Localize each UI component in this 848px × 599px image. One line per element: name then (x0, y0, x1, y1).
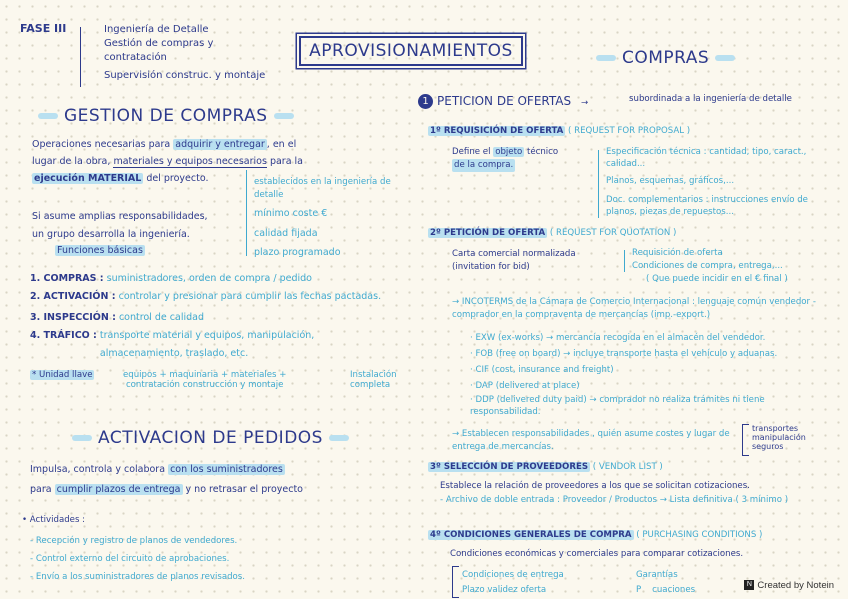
list-key: 4. TRÁFICO : (30, 330, 97, 341)
gestion-heading: GESTION DE COMPRAS (64, 106, 268, 126)
text: y no retrasar el proyecto (185, 484, 303, 495)
highlight: objeto (495, 147, 523, 157)
branch-4: plazo programado (254, 247, 341, 258)
coste-item: seguros (752, 442, 784, 451)
llave-result: Instalación completa (350, 370, 397, 390)
s4-item: Garantías (636, 570, 678, 580)
list-key: 1. COMPRAS : (30, 273, 104, 284)
s3-title-row (428, 462, 663, 472)
text: Si asume amplias responsabilidades, (32, 211, 208, 222)
watermark (744, 580, 834, 591)
list-value: transporte material y equipos, manipulación, almacenamiento, traslado, etc. (99, 330, 315, 359)
llave-text: equipos + maquinaria + materiales + contratación construcción y montaje (122, 370, 287, 390)
funciones-label (55, 245, 145, 256)
section-subtitle: ( PURCHASING CONDITIONS ) (636, 530, 763, 540)
branch-1: establecidos en la ingeniería de detalle (254, 177, 391, 200)
text: del proyecto. (146, 173, 209, 184)
watermark-text: Created by Notein (757, 580, 834, 591)
s4-item: Plazo validez oferta (462, 585, 547, 595)
s2-branch-line (624, 250, 625, 272)
s2-item: Condiciones de compra, entrega,... (632, 261, 783, 271)
term-item: · CIF (cost, insurance and freight) (470, 365, 614, 375)
section-title: 2º PETICIÓN DE OFERTA (430, 228, 546, 238)
s2-item: Requisición de oferta (632, 248, 723, 258)
text: un grupo desarrolla la ingeniería. (32, 229, 190, 240)
s3-lines (440, 479, 830, 507)
activacion-heading-wrap (66, 428, 355, 448)
text: técnico (526, 147, 559, 157)
s4-item: cuaciones (652, 585, 696, 595)
gestion-heading-wrap (32, 106, 300, 126)
phase-item: Ingeniería de Detalle (104, 24, 209, 35)
term-item: · EXW (ex-works) → mercancía recogida en el almacén del vendedor. (470, 333, 766, 343)
text: lugar de la obra, (32, 156, 111, 167)
s2-left (452, 248, 576, 274)
activity-item: - Envío a los suministradores de planos revisados. (30, 572, 246, 582)
section-subtitle: ( REQUEST FOR QUOTATION ) (549, 228, 677, 238)
coste-item: transportes (752, 424, 799, 433)
underlined: materiales y equipos necesarios (113, 156, 267, 167)
gestion-para2 (32, 208, 208, 244)
compras-heading: COMPRAS (622, 48, 710, 68)
activacion-heading: ACTIVACION DE PEDIDOS (98, 428, 323, 448)
s1-title-row (428, 126, 690, 136)
s2-items (632, 247, 788, 286)
terms-list (470, 330, 800, 418)
brace (452, 566, 459, 598)
actividades-list (30, 532, 245, 586)
phase-item: Gestión de compras y contratación (104, 38, 214, 63)
phase-label: FASE III (20, 22, 67, 35)
activacion-para (30, 460, 303, 500)
term-item: · DAP (delivered at place) (470, 381, 580, 391)
branch-2: mínimo coste € (254, 208, 328, 219)
branch-3: calidad fijada (254, 228, 318, 239)
s4-items-col2 (636, 568, 695, 598)
s4-title-row (428, 530, 762, 540)
notein-logo-icon: N (744, 580, 754, 590)
text: Carta comercial normalizada (452, 249, 576, 259)
text: para la (269, 156, 303, 167)
highlight: ejecución MATERIAL (34, 173, 142, 184)
page-title: APROVISIONAMIENTOS (309, 41, 513, 61)
incoterms: → INCOTERMS de la Cámara de Comercio Internacional : lenguaje común vendedor - comprador en la compraventa de mercancías (imp.-export.) (452, 297, 816, 320)
s1-left (452, 146, 558, 172)
phase-item: Supervisión construc. y montaje (104, 70, 266, 81)
phase-bracket (80, 27, 95, 87)
branch-line (246, 170, 247, 256)
activity-item: - Control externo del circuito de aprobaciones. (30, 554, 230, 564)
actividades-label: • Actividades : (22, 515, 86, 525)
compras-heading-wrap (590, 48, 741, 68)
term-item: · FOB (free on board) → incluye transporte hasta el vehículo y aduanas. (470, 349, 778, 359)
highlight: Funciones básicas (57, 245, 143, 256)
peticion-label: PETICION DE OFERTAS (437, 94, 572, 108)
list-value: control de calidad (118, 312, 205, 323)
section-subtitle: ( VENDOR LIST ) (592, 462, 663, 472)
list-value: suministradores, orden de compra / pedido (106, 273, 312, 284)
peticion-arrow-text: subordinada a la ingeniería de detalle (629, 94, 792, 104)
page-title-box (299, 36, 523, 66)
text: para (30, 484, 52, 495)
brace (742, 424, 749, 456)
establecen: → Establecen responsabilidades , quién asume costes y lugar de entrega de mercancías. (452, 429, 730, 452)
list-key: 2. ACTIVACIÓN : (30, 291, 116, 302)
highlight: cumplir plazos de entrega (56, 484, 181, 495)
text: Impulsa, controla y colabora (30, 464, 166, 475)
list-value: controlar y presionar para cumplir las fechas pactadas. (118, 291, 382, 302)
unidad-llave (30, 370, 312, 390)
coste-item: manipulación (752, 433, 806, 442)
s1-item: Especificación técnica : cantidad, tipo, caract., calidad... (606, 147, 807, 169)
s4-item: P (636, 585, 642, 595)
pill-decoration (38, 113, 58, 119)
pill-decoration (329, 435, 349, 441)
section-title: 1º REQUISICIÓN DE OFERTA (430, 126, 564, 136)
highlight: * Unidad llave (32, 370, 93, 380)
s1-item: Doc. complementarios : instrucciones envío de planos, piezas de repuestos... (606, 195, 808, 217)
s4-item: Condiciones de entrega (462, 570, 564, 580)
section-title: 3º SELECCIÓN DE PROVEEDORES (430, 462, 589, 472)
step-number: 1 (418, 94, 433, 109)
text: Establece la relación de proveedores a los que se solicitan cotizaciones. (440, 481, 750, 491)
text: (invitation for bid) (452, 262, 530, 272)
section-title: 4º CONDICIONES GENERALES DE COMPRA (430, 530, 632, 540)
pill-decoration (715, 55, 735, 61)
highlight: de la compra. (454, 160, 514, 170)
s4-items-col1 (462, 568, 564, 598)
activity-item: - Recepción y registro de planos de vendedores. (30, 536, 238, 546)
s2-item: ( Que puede incidir en el € final ) (646, 274, 788, 284)
phase-items (104, 23, 265, 83)
s2-title-row (428, 228, 676, 238)
text: , en el (266, 139, 297, 150)
text: Operaciones necesarias para (32, 139, 171, 150)
pill-decoration (596, 55, 616, 61)
highlight: con los suministradores (170, 464, 283, 475)
text: Define el (452, 147, 491, 157)
section-subtitle: ( REQUEST FOR PROPOSAL ) (568, 126, 691, 136)
pill-decoration (274, 113, 294, 119)
s4-line: Condiciones económicas y comerciales para comparar cotizaciones. (450, 549, 744, 559)
pill-decoration (72, 435, 92, 441)
text: - Archivo de doble entrada : Proveedor / Productos → Lista definitiva ( 3 mínimo ) (440, 495, 789, 505)
list-key: 3. INSPECCIÓN : (30, 312, 116, 323)
peticion-row: 1 PETICION DE OFERTAS → subordinada a la ingeniería de detalle (418, 94, 792, 109)
costes-list (752, 424, 806, 451)
s1-item: Planos, esquemas, gráficos,... (606, 176, 735, 186)
funciones-list (30, 270, 400, 363)
s1-branch-line (598, 150, 599, 218)
term-item: · DDP (delivered duty paid) → comprador no realiza trámites ni tiene responsabilidad. (470, 395, 765, 417)
highlight: adquirir y entregar (175, 139, 265, 150)
